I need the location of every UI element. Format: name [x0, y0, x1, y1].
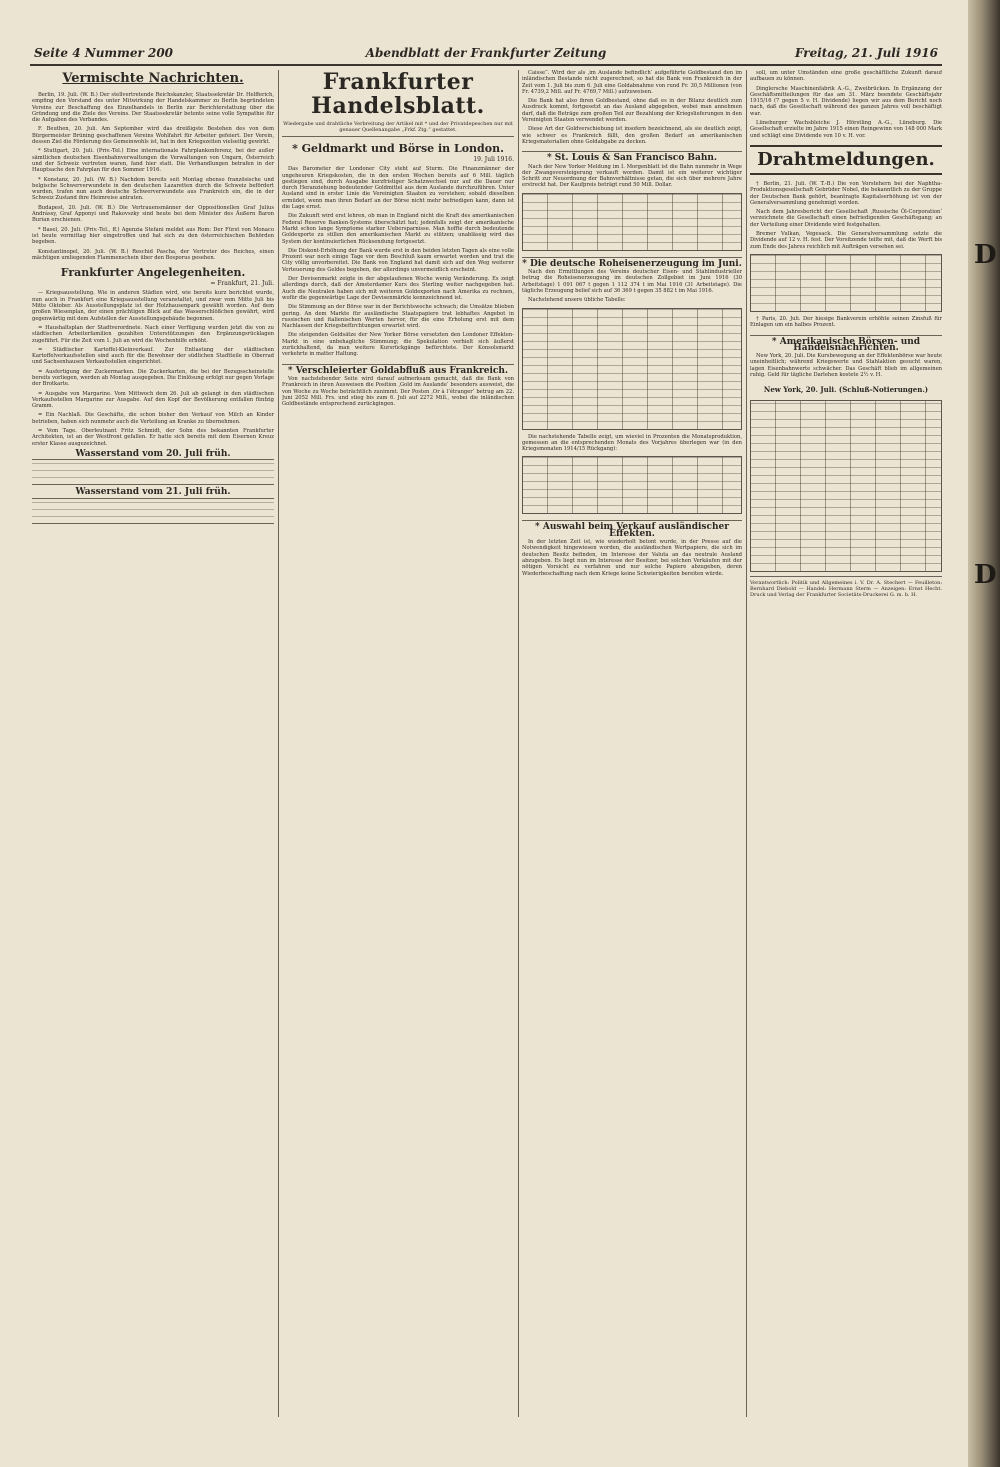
section-title-frankfurt: Frankfurter Angelegenheiten.	[60, 266, 246, 280]
column-finance	[522, 70, 742, 1417]
article-title: * Die deutsche Roheisenerzeugung im Juni.	[522, 258, 742, 269]
article-paragraph: — Kriegsausstellung. Wie in anderen Städten wird, wie bereits kurz berichtet wurde, nun auch in Frankfurt eine Kriegsausstellung veranstaltet, und zwar vom Mitte Juli bis Mitte Oktober. Als Ausstellungsplatz ist der Holzhausenpark gewählt worden. Auf dem großen Wiesenplan, der einen prächtigen Blick auf das Wasserschlößchen gewährt, wird gegenwärtig mit dem Aufstellen der Ausstellungsgebäude begonnen.	[32, 290, 274, 322]
article-paragraph: = Haushaltsplan der Stadtverordnete. Nach einer Verfügung wurden jetzt die von zu städtischen Arbeiterfamilien gezahlten Unterstützungen den Ergänzungsrücklagen zugeführt. Für die Zeit vom 1. Juli an wird die Wochenhilfe erhöht.	[32, 324, 274, 344]
column-handelsblatt	[282, 70, 514, 1417]
section-title-miscellaneous: Vermischte Nachrichten.	[62, 71, 244, 86]
article-paragraph: * Konstanz, 20. Juli. (W. B.) Nachdem bereits seit Montag ebenso französische und belgische Schwerverwundete in den deutschen Lazaretten durch die Schweiz befördert wurden, trafen nun auch deutsche Schwerverwundete aus Frankreich ein, die in der Schweiz Zustand ihre Heimreise antraten.	[32, 176, 274, 202]
article-title: * Auswahl beim Verkauf ausländischer Effekten.	[522, 520, 742, 537]
bond-table	[522, 193, 742, 251]
article-paragraph: Dinglersche Maschinenfabrik A.-G., Zweibrücken. In Ergänzung der Geschäftsmitteilungen für das am 31. März beendete Geschäftsjahr 1915/16 (7 gegen 5 v. H. Dividende) liegen wir aus dem Bericht noch nach, daß die Gesellschaft während des ganzen Jahres voll beschäftigt war.	[750, 85, 942, 117]
masthead	[30, 44, 942, 66]
article-paragraph: Von nachstehender Seite wird darauf aufmerksam gemacht, daß die Bank von Frankreich in ihren Ausweisen die Position ‚Gold im Auslande‘ besonders ausweist, die von Woche zu Woche beträchtlich zunimmt. Der Posten ‚Or à l’étranger‘ betrug am 22. Juni 2052 Mill. Frs. und stieg bis zum 6. Juli auf 2272 Mill., wobei die inländischen Goldbestände entsprechend zurückgingen.	[282, 375, 514, 408]
article-paragraph: = Vom Tage. Oberleutnant Fritz Schmidt, der Sohn des bekannten Frankfurter Architekten, ist an der Westfront gefallen. Er hatte sich bereits mit dem Eisernen Kreuz erster Klasse ausgezeichnet.	[32, 428, 274, 447]
article-paragraph: In der letzten Zeit ist, wie wiederholt betont wurde, in der Presse auf die Notwendigkeit hingewiesen worden, die ausländischen Wertpapiere, die sich im deutschen Besitz befinden, im Interesse der Valuta an das neutrale Ausland abzugeben. Es liegt nun im Interesse der Besitzer, bei solchen Verkäufen mit der nötigen Vorsicht zu verfahren und nur solche Papiere abzugeben, deren Wiederbeschaffung nach dem Kriege keine Schwierigkeiten bereiten würde.	[522, 539, 742, 577]
article-paragraph: Die Diskont-Erhöhung der Bank wurde erst in den beiden letzten Tagen als eine volle Prozent war noch einige Tage vor dem Beschluß kaum erwartet worden und trat die City völlig unvorbereitet. Die Bank von England hat damit sich auf den Weg weiterer Verteuerung des Geldes begeben, der allerdings unvermeidlich erscheint.	[282, 247, 514, 273]
article-paragraph: Nach den Ermittlungen des Vereins deutscher Eisen- und Stahlindustrieller betrug die Roheisenerzeugung im deutschen Zollgebiet im Juni 1916 (30 Arbeitstage) 1 091 067 t gegen 1 112 374 t im Mai 1916 (31 Arbeitstage). Die tägliche Erzeugung belief sich auf 36 369 t gegen 35 882 t im Mai 1916.	[522, 269, 742, 294]
article-paragraph: Der Devisenmarkt zeigte in der abgelaufenen Woche wenig Veränderung. Es zeigt allerdings durch, daß der Amsterdamer Kurs des Sterling weiter nachgegeben hat. Auch die Neutralen haben sich mit weiteren Goldexporten nach Amerika zu rechnen, wofür die gegenwärtige Lage der Devisenmärkte kennzeichnend ist.	[282, 276, 514, 301]
article-paragraph: Die Zukunft wird erst lehren, ob man in England nicht die Kraft des amerikanischen Federal Reserve Banken-Systems überschätzt hat; jedenfalls zeigt der amerikanische Markt schon lange Symptome starker Uebersparnisse. Man hoffte durch bedeutende Goldexporte zu stillen den amerikanischen Markt zu stützen; unablässig wird das System der kontinuierlichen Rücksendung fortgesetzt.	[282, 213, 514, 245]
article-paragraph: Diese Art der Goldverschiebung ist insofern bezeichnend, als sie deutlich zeigt, wie schwer es Frankreich fällt, den großen Bedarf an amerikanischen Kriegsmaterialien ohne Goldabgabe zu decken.	[522, 126, 742, 145]
page-number: Seite 4 Nummer 200	[34, 46, 174, 60]
article-paragraph: Caisse“. Wird der als ‚im Auslande befindlich‘ aufgeführte Goldbestand den im inländischen Bestande nicht zugerechnet, so hat die Bank von Frankreich in der Zeit vom 1. Juli bis zum 6. Juli eine Goldabnahme von rund Fr. 30,5 Millionen (von Fr. 4739,2 Mill. auf Fr. 4769,7 Mill.) aufzuweisen.	[522, 70, 742, 95]
article-paragraph: F. Beuthen, 20. Juli. Am September wird das dreißigste Bestehen des von dem Bürgermeister Brüning geschaffenen Vereins Wohlfahrt für Arbeiter gefeiert. Der Verein, dessen Ziel die Förderung des Gemeinwohls ist, hat in den Kriegszeiten vielseitig gewirkt.	[32, 126, 274, 146]
dateline: 19. Juli 1916.	[473, 156, 514, 163]
article-paragraph: Das Barometer der Londoner City steht auf Sturm. Die Finanzmänner der ungeheuren Kriegskosten, die in den ersten Wochen bereits auf 6 Mill. täglich gestiegen sind, durch Ausgabe kurzfristiger Schatzwechsel nur auf die Dauer nur durch Heranziehung bedeutender Goldmittel aus dem Auslande durchzuführen. Unter Ausland sind in erster Linie die Vereinigten Staaten zu verstehen; sobald dieselben ermüdet, wenn man ihren Bedarf an der Börse nicht mehr befriedigen kann, dann ist die Lage ernst.	[282, 166, 514, 211]
exchange-table	[750, 254, 942, 312]
paper-title: Abendblatt der Frankfurter Zeitung	[365, 46, 607, 60]
percentage-table	[522, 456, 742, 514]
article-paragraph: Die Stimmung an der Börse war in der Berichtswoche schwach; die Umsätze blieben gering. An dem Markte für ausländische Staatspapiere trat lebhaftes Angebot in russischen und italienischen Werten hervor, für die eine Erholung erst mit dem Nachlassen der Kriegsbefürchtungen erwartet wird.	[282, 304, 514, 330]
article-paragraph: * Basel, 20. Juli. (Priv.-Tel., ff.) Agenzia Stefani meldet aus Rom: Der Fürst von Monaco ist heute vormittag hier eingetroffen und hat sich zu den österreichischen Behörden begeben.	[32, 226, 274, 246]
article-paragraph: Nach der New Yorker Meldung im I. Morgenblatt ist die Bahn nunmehr in Wege der Zwangsversteigerung verkauft worden. Damit ist ein weiterer wichtiger Schritt zur Neuordnung der Bahnverhältnisse getan, die sich über mehrere Jahre erstreckt hat. Der Kaufpreis beträgt rund 50 Mill. Dollar.	[522, 163, 742, 189]
issue-date: Freitag, 21. Juli 1916	[794, 46, 938, 60]
pig-iron-table	[522, 308, 742, 430]
article-paragraph: = Ausfertigung der Zuckermarken. Die Zuckerkarten, die bei der Bezugsscheinstelle bereits vorliegen, werden ab Montag ausgegeben. Die Einlösung erfolgt nur gegen Vorlage der Brotkarte.	[32, 368, 274, 388]
article-paragraph: = Ausgabe von Margarine. Vom Mittwoch dem 26. Juli ab gelangt in den städtischen Verkaufsstellen Margarine zur Ausgabe. Auf den Kopf der Bevölkerung entfallen fünfzig Gramm.	[32, 390, 274, 410]
article-paragraph: soll, um unter Umständen eine große geschäftliche Zukunft darauf aufbauen zu können.	[750, 70, 942, 83]
article-paragraph: Budapest, 20. Juli. (W. B.) Die Vertrauensmänner der Oppositionellen Graf Julius Andrássy, Graf Apponyi und Rakovszky sind heute bei dem Minister des Äußern Baron Burian erschienen.	[32, 204, 274, 224]
article-title: * Geldmarkt und Börse in London.	[292, 142, 504, 155]
column-telegrams	[750, 70, 942, 1417]
water-level-heading: Wasserstand vom 21. Juli früh.	[75, 487, 231, 498]
adjacent-page-edge	[968, 0, 1000, 1467]
water-level-table	[32, 498, 274, 524]
article-paragraph: † Paris, 20. Juli. Der hiesige Bankverein erhöhte seinen Zinsfuß für Einlagen um ein halbes Prozent.	[750, 315, 942, 329]
imprint: Verantwortlich: Politik und Allgemeines i. V. Dr. A. Stechert — Feuilleton: Bernhard Diebold — Handel: Hermann Sterm — Anzeigen: Ernst Hecht. Druck und Verlag der Frankfurter Societäts-Druckerei G. m. b. H.	[750, 576, 942, 598]
article-paragraph: Konstantinopel, 20. Juli. (W. B.) Reschid Pascha, der Vertreter des Reiches, einen mächtigen umliegenden Flammenschein über den Bosporus gesehen.	[32, 248, 274, 261]
edge-letter: D	[974, 560, 997, 590]
water-level-table	[32, 459, 274, 485]
column-rule	[518, 70, 519, 1417]
quotes-heading: New York, 20. Juli. (Schluß-Notierungen.)	[763, 385, 929, 395]
column-rule	[278, 70, 279, 1417]
article-paragraph: New York, 20. Juli. Die Kursbewegung an der Effektenbörse war heute uneinheitlich; während Kriegswerte und Stahlaktien gesucht waren, lagen Eisenbahnwerte schwächer. Das Geschäft blieb im allgemeinen ruhig. Geld für tägliche Darlehen kostete 2½ v. H.	[750, 353, 942, 379]
section-title-telegrams: Drahtmeldungen.	[750, 145, 942, 175]
new-york-quotes-table	[750, 400, 942, 572]
article-paragraph: Die steigenden Geldsätze der New Yorker Börse versetzten den Londoner Effekten-Markt in eine unbehagliche Stimmung; die Spekulation verhielt sich äußerst zurückhaltend, da man weitere Kursrückgänge befürchtete. Der Konsolsmarkt verkehrte in matter Haltung.	[282, 332, 514, 358]
article-paragraph: Die nachstehende Tabelle zeigt, um wieviel in Prozenten die Monatsproduktion, gemessen an die entsprechenden Monats des Vorjahres überlegen war (in den Kriegsmonaten 1914/15 Rückgang):	[522, 433, 742, 453]
article-paragraph: * Stuttgart, 20. Juli. (Priv.-Tel.) Eine internationale Fahrplankonferenz, bei der außer sämtlichen deutschen Eisenbahnverwaltungen die Verwaltungen von Ungarn, Österreich und der Schweiz vertreten waren, fand hier statt. Die Verhandlungen betrafen in der Hauptsache den Fahrplan für den Sommer 1916.	[32, 148, 274, 174]
column-miscellaneous	[32, 70, 274, 1417]
article-paragraph: Nachstehend unsere übliche Tabelle:	[528, 297, 626, 304]
edge-letter: D	[974, 240, 997, 270]
article-paragraph: Lüneburger Wachsbleiche J. Hörstling A.-G., Lüneburg. Die Gesellschaft erzielte im Jahre 1915 einen Reingewinn von 148 000 Mark und schlägt eine Dividende von 10 v. H. vor.	[750, 120, 942, 139]
article-paragraph: † Berlin, 21. Juli. (W. T.-B.) Die von Vorstehern bei der Naphtha-Produktionsgesellschaft Gebrüder Nobel, die bekanntlich zu der Gruppe der Deutschen Bank gehört, beantragte Kapitalserhöhung ist von der Generalversammlung genehmigt worden.	[750, 180, 942, 206]
copyright-notice: Wiedergabe und drahtliche Verbreitung der Artikel mit * und der Privatdepeschen nur mit genauer Quellenangabe „Frkf. Ztg.“ gestattet.	[282, 121, 514, 137]
water-level-heading: Wasserstand vom 20. Juli früh.	[75, 448, 231, 459]
article-title: * St. Louis & San Francisco Bahn.	[522, 151, 742, 161]
article-title: * Verschleierter Goldabfluß aus Frankreich.	[282, 364, 514, 374]
article-paragraph: = Ein Nachlaß. Die Geschäfte, die schon bisher den Verkauf von Milch an Kinder betrieben, haben sich nunmehr auch die Verteilung an Kranke zu übernehmen.	[32, 412, 274, 425]
article-paragraph: Nach dem Jahresbericht der Gesellschaft ‚Russische Öl-Corporation‘ verzeichnete die Gesellschaft einen befriedigenden Geschäftsgang; an der Verteilung einer Dividende wird festgehalten.	[750, 209, 942, 228]
article-paragraph: Bremer Vulkan, Vegesack. Die Generalversammlung setzte die Dividende auf 12 v. H. fest. Der Vorsitzende teilte mit, daß die Werft bis zum Ende des Jahres reichlich mit Aufträgen versehen sei.	[750, 231, 942, 250]
column-rule	[746, 70, 747, 1417]
article-paragraph: = Städtischer Kartoffel-Kleinverkauf. Zur Entlastung der städtischen Kartoffelverkaufsstellen sind auch für die Bewohner der südlichen Stadtteile in Oberrad und Sachsenhausen Verkaufsstellen eingerichtet.	[32, 346, 274, 366]
article-title: * Amerikanische Börsen- und Handelsnachrichten.	[750, 335, 942, 352]
dateline: = Frankfurt, 21. Juli.	[210, 280, 274, 288]
article-paragraph: Berlin, 19. Juli. (W. B.) Der stellvertretende Reichskanzler, Staatssekretär Dr. Helfferich, empfing den Vorstand des unter Mitwirkung der Handelskammer zu Berlin begründeten Vereins zur Beschaffung des Einzelhandels in Berlin zur Berichterstattung über die Gründung und die Ziele des Vereins. Der Staatssekretär betonte seine volle Sympathie für die Aufgaben des Verbandes.	[32, 92, 274, 124]
section-title-handelsblatt: Frankfurter Handelsblatt.	[311, 70, 485, 119]
article-paragraph: Die Bank hat also ihren Goldbestand, ohne daß es in der Bilanz deutlich zum Ausdruck kommt, fortgesetzt an das Ausland abgegeben, wobei man annehmen darf, daß die Beträge zum großen Teil zur Bezahlung der Kriegslieferungen in den Vereinigten Staaten verwendet werden.	[522, 98, 742, 124]
